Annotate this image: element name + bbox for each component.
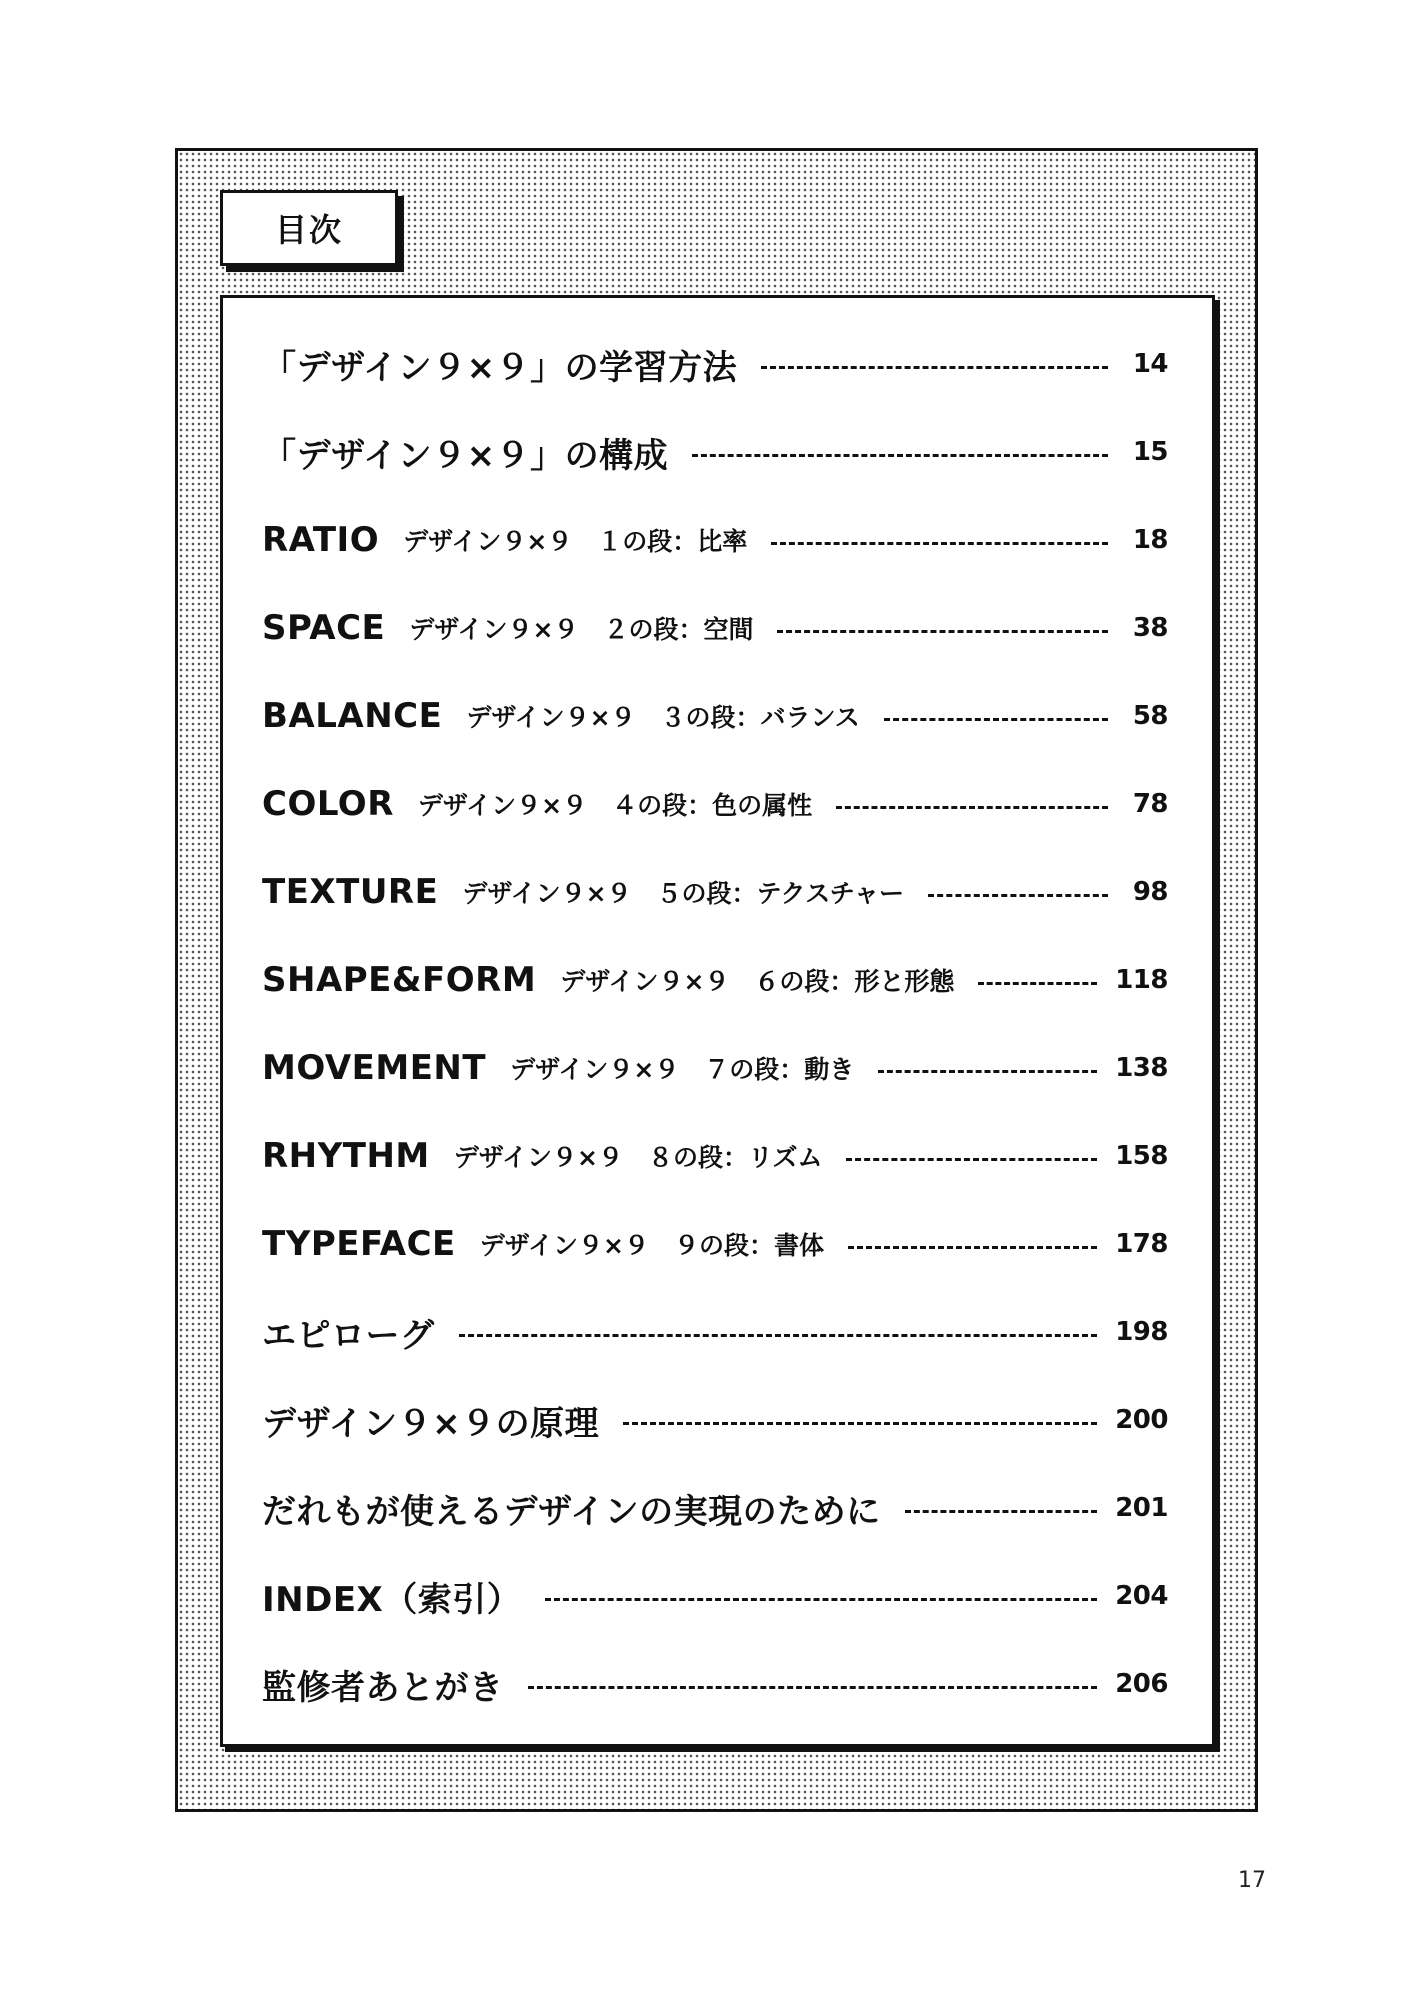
leader-dashes <box>692 454 1108 457</box>
toc-entry-subtitle: デザイン９×９ ４の段：色の属性 <box>417 791 813 820</box>
leader-dashes <box>777 630 1108 633</box>
toc-entry[interactable] <box>262 760 1168 848</box>
toc-entry-page: 198 <box>1115 1317 1168 1347</box>
toc-entry[interactable] <box>262 1112 1168 1200</box>
toc-entry-page: 201 <box>1115 1493 1168 1523</box>
toc-list <box>262 320 1168 1728</box>
toc-entry-subtitle: デザイン９×９ ８の段：リズム <box>453 1143 823 1172</box>
toc-entry[interactable] <box>262 1552 1168 1640</box>
toc-entry-title: エピローグ <box>262 1315 435 1356</box>
toc-entry-title: デザイン９×９の原理 <box>262 1403 600 1444</box>
toc-entry-title: 「デザイン９×９」の構成 <box>262 435 669 476</box>
title-box <box>220 190 398 266</box>
leader-dashes <box>771 542 1108 545</box>
leader-dashes <box>848 1246 1097 1249</box>
leader-dashes <box>545 1598 1097 1601</box>
leader-dashes <box>978 982 1097 985</box>
leader-dashes <box>878 1070 1097 1073</box>
leader-dashes <box>884 718 1108 721</box>
toc-entry-title: 監修者あとがき <box>262 1667 504 1708</box>
toc-entry[interactable] <box>262 1024 1168 1112</box>
toc-entry[interactable] <box>262 320 1168 408</box>
leader-dashes <box>528 1686 1098 1689</box>
toc-entry[interactable] <box>262 496 1168 584</box>
toc-entry-subtitle: デザイン９×９ ７の段：動き <box>510 1055 855 1084</box>
toc-entry-subtitle: デザイン９×９ ５の段：テクスチャー <box>462 879 905 908</box>
toc-entry-page: 206 <box>1115 1669 1168 1699</box>
toc-entry[interactable] <box>262 672 1168 760</box>
toc-entry-title: BALANCE <box>262 696 443 736</box>
toc-entry[interactable] <box>262 584 1168 672</box>
toc-entry-page: 204 <box>1115 1581 1168 1611</box>
toc-entry-title: MOVEMENT <box>262 1048 487 1088</box>
toc-entry-subtitle: デザイン９×９ ９の段：書体 <box>479 1231 824 1260</box>
toc-entry-page: 58 <box>1132 701 1168 731</box>
toc-entry-page: 38 <box>1132 613 1168 643</box>
toc-entry[interactable] <box>262 1288 1168 1376</box>
toc-entry-title: SPACE <box>262 608 386 648</box>
leader-dashes <box>905 1510 1098 1513</box>
toc-entry[interactable] <box>262 1464 1168 1552</box>
toc-entry-subtitle: デザイン９×９ １の段：比率 <box>403 527 748 556</box>
toc-entry-page: 78 <box>1132 789 1168 819</box>
toc-entry-page: 15 <box>1132 437 1168 467</box>
leader-dashes <box>459 1334 1098 1337</box>
leader-dashes <box>761 366 1108 369</box>
toc-entry-subtitle: デザイン９×９ ６の段：形と形態 <box>560 967 955 996</box>
toc-entry-page: 138 <box>1115 1053 1168 1083</box>
toc-entry[interactable] <box>262 936 1168 1024</box>
toc-entry[interactable] <box>262 1376 1168 1464</box>
toc-entry[interactable] <box>262 408 1168 496</box>
leader-dashes <box>928 894 1108 897</box>
toc-entry-title: だれもが使えるデザインの実現のために <box>262 1491 881 1532</box>
toc-entry-title: INDEX（索引） <box>262 1579 522 1620</box>
toc-entry-subtitle: デザイン９×９ ２の段：空間 <box>409 615 754 644</box>
toc-entry-page: 14 <box>1132 349 1168 379</box>
toc-entry-page: 18 <box>1132 525 1168 555</box>
toc-entry-title: RHYTHM <box>262 1136 430 1176</box>
toc-entry-title: SHAPE&FORM <box>262 960 537 1000</box>
toc-entry-title: TEXTURE <box>262 872 439 912</box>
page-number: 17 <box>1238 1868 1266 1893</box>
toc-entry-title: COLOR <box>262 784 394 824</box>
toc-entry-page: 158 <box>1115 1141 1168 1171</box>
toc-entry-title: TYPEFACE <box>262 1224 456 1264</box>
toc-entry-page: 200 <box>1115 1405 1168 1435</box>
toc-entry[interactable] <box>262 848 1168 936</box>
toc-entry-title: 「デザイン９×９」の学習方法 <box>262 347 738 388</box>
toc-entry-title: RATIO <box>262 520 380 560</box>
page-title: 目次 <box>274 211 343 249</box>
toc-entry-page: 118 <box>1115 965 1168 995</box>
toc-entry-page: 98 <box>1132 877 1168 907</box>
toc-entry[interactable] <box>262 1200 1168 1288</box>
leader-dashes <box>623 1422 1097 1425</box>
leader-dashes <box>836 806 1108 809</box>
toc-entry-page: 178 <box>1115 1229 1168 1259</box>
toc-entry[interactable] <box>262 1640 1168 1728</box>
leader-dashes <box>846 1158 1097 1161</box>
toc-entry-subtitle: デザイン９×９ ３の段：バランス <box>466 703 860 732</box>
